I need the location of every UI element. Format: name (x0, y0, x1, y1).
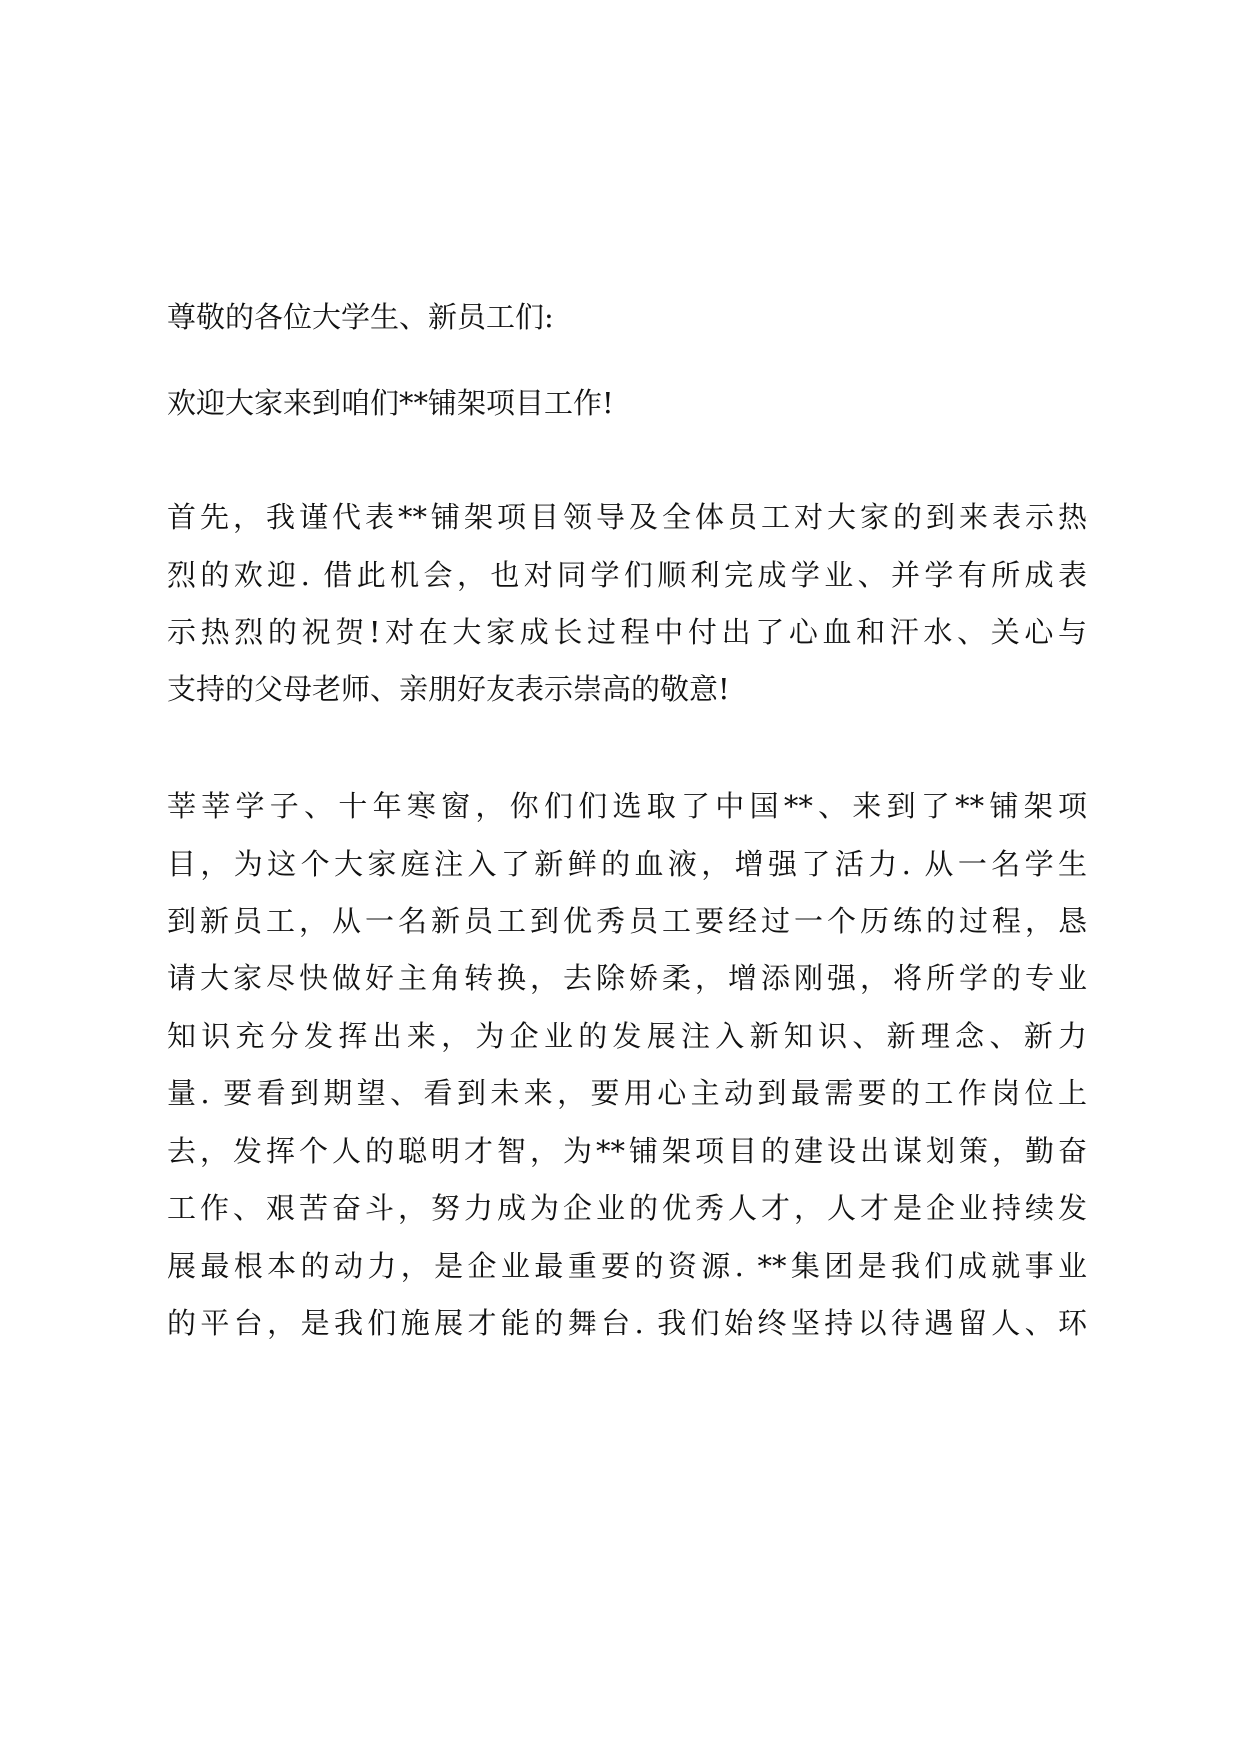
paragraph-line: 莘莘学子、十年寒窗，你们们选取了中国**、来到了**铺架项 (167, 789, 1087, 823)
salutation: 尊敬的各位大学生、新员工们: (167, 300, 554, 334)
paragraph-line: 去，发挥个人的聪明才智，为**铺架项目的建设出谋划策，勤奋 (167, 1134, 1087, 1168)
paragraph-line: 工作、艰苦奋斗，努力成为企业的优秀人才，人才是企业持续发 (167, 1191, 1087, 1225)
paragraph-line: 到新员工，从一名新员工到优秀员工要经过一个历练的过程，恳 (167, 904, 1087, 938)
paragraph-line: 展最根本的动力，是企业最重要的资源. **集团是我们成就事业 (167, 1249, 1087, 1283)
paragraph-line: 支持的父母老师、亲朋好友表示崇高的敬意! (167, 672, 730, 706)
paragraph-line: 示热烈的祝贺!对在大家成长过程中付出了心血和汗水、关心与 (167, 615, 1087, 649)
paragraph-line: 量. 要看到期望、看到未来，要用心主动到最需要的工作岗位上 (167, 1076, 1087, 1110)
paragraph-line: 烈的欢迎. 借此机会，也对同学们顺利完成学业、并学有所成表 (167, 558, 1087, 592)
paragraph-line: 目，为这个大家庭注入了新鲜的血液，增强了活力. 从一名学生 (167, 847, 1087, 881)
paragraph-line: 首先，我谨代表**铺架项目领导及全体员工对大家的到来表示热 (167, 500, 1087, 534)
paragraph-line: 请大家尽快做好主角转换，去除娇柔，增添刚强，将所学的专业 (167, 961, 1087, 995)
paragraph-line: 知识充分发挥出来，为企业的发展注入新知识、新理念、新力 (167, 1019, 1087, 1053)
welcome-line: 欢迎大家来到咱们**铺架项目工作! (167, 386, 614, 420)
paragraph-line: 的平台，是我们施展才能的舞台. 我们始终坚持以待遇留人、环 (167, 1306, 1087, 1340)
